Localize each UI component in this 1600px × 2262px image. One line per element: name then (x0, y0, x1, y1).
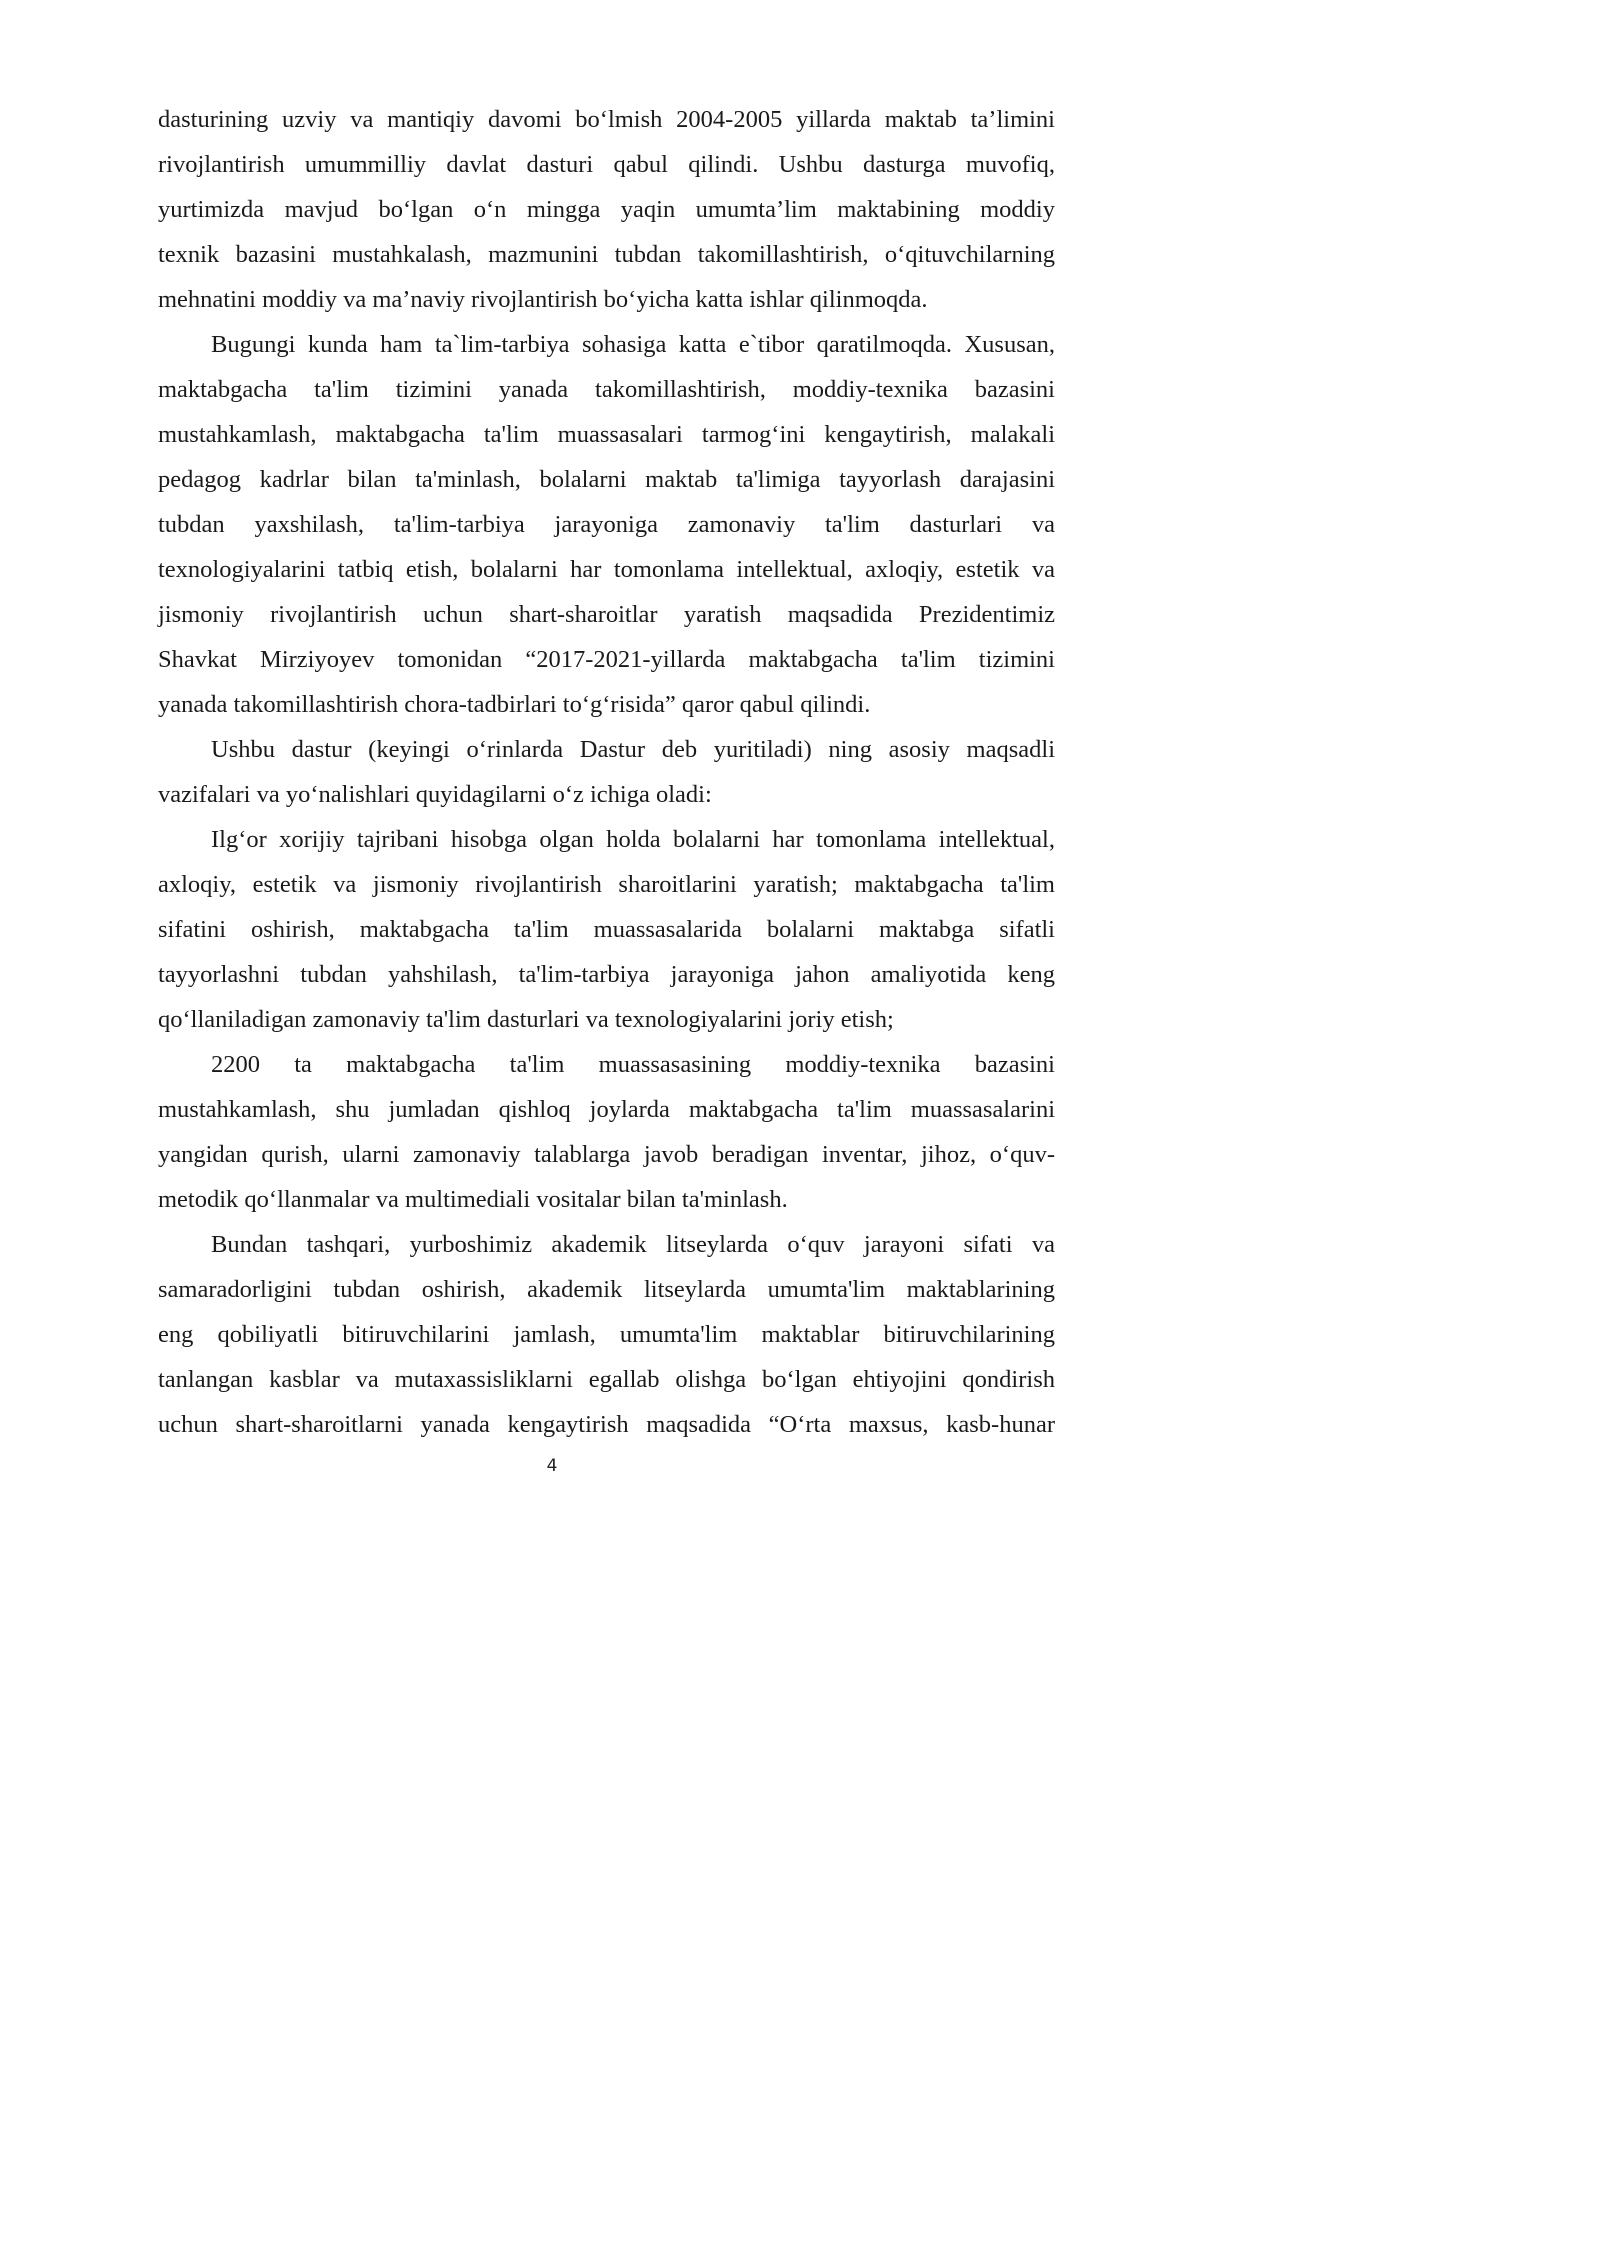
text-line: 2200 ta maktabgacha ta'lim muassasasining moddiy-texnika bazasini (211, 1051, 1055, 1078)
text-line: yurtimizda mavjud bo‘lgan o‘n mingga yaqin umumta’lim maktabining moddiy (158, 196, 1055, 223)
text-line: mehnatini moddiy va ma’naviy rivojlantirish bo‘yicha katta ishlar qilinmoqda. (158, 286, 928, 313)
text-line: pedagog kadrlar bilan ta'minlash, bolalarni maktab ta'limiga tayyorlash darajasini (158, 466, 1055, 493)
text-line: yangidan qurish, ularni zamonaviy talablarga javob beradigan inventar, jihoz, o‘quv- (158, 1141, 1055, 1168)
text-line: eng qobiliyatli bitiruvchilarini jamlash, umumta'lim maktablar bitiruvchilarining (158, 1321, 1055, 1348)
text-line: dasturining uzviy va mantiqiy davomi bo‘lmish 2004-2005 yillarda maktab ta’limini (158, 106, 1055, 133)
text-line: uchun shart-sharoitlarni yanada kengaytirish maqsadida “O‘rta maxsus, kasb-hunar (158, 1411, 1055, 1438)
text-line: texnik bazasini mustahkalash, mazmunini tubdan takomillashtirish, o‘qituvchilarning (158, 241, 1055, 268)
page-number: 4 (546, 1456, 558, 1476)
text-line: axloqiy, estetik va jismoniy rivojlantirish sharoitlarini yaratish; maktabgacha ta'lim (158, 871, 1055, 898)
text-line: mustahkamlash, maktabgacha ta'lim muassasalari tarmog‘ini kengaytirish, malakali (158, 421, 1055, 448)
text-line: tubdan yaxshilash, ta'lim-tarbiya jarayoniga zamonaviy ta'lim dasturlari va (158, 511, 1055, 538)
text-line: Shavkat Mirziyoyev tomonidan “2017-2021-yillarda maktabgacha ta'lim tizimini (158, 646, 1055, 673)
text-line: metodik qo‘llanmalar va multimediali vositalar bilan ta'minlash. (158, 1186, 788, 1213)
document-page (0, 0, 1104, 1562)
text-line: maktabgacha ta'lim tizimini yanada takomillashtirish, moddiy-texnika bazasini (158, 376, 1055, 403)
text-line: yanada takomillashtirish chora-tadbirlari to‘g‘risida” qaror qabul qilindi. (158, 691, 871, 718)
text-line: Bundan tashqari, yurboshimiz akademik litseylarda o‘quv jarayoni sifati va (211, 1231, 1055, 1258)
text-line: samaradorligini tubdan oshirish, akademik litseylarda umumta'lim maktablarining (158, 1276, 1055, 1303)
text-line: sifatini oshirish, maktabgacha ta'lim muassasalarida bolalarni maktabga sifatli (158, 916, 1055, 943)
text-line: Bugungi kunda ham ta`lim-tarbiya sohasiga katta e`tibor qaratilmoqda. Xususan, (211, 331, 1055, 358)
text-line: Ushbu dastur (keyingi o‘rinlarda Dastur deb yuritiladi) ning asosiy maqsadli (211, 736, 1055, 763)
text-line: mustahkamlash, shu jumladan qishloq joylarda maktabgacha ta'lim muassasalarini (158, 1096, 1055, 1123)
text-line: texnologiyalarini tatbiq etish, bolalarni har tomonlama intellektual, axloqiy, estetik va (158, 556, 1055, 583)
text-line: qo‘llaniladigan zamonaviy ta'lim dasturlari va texnologiyalarini joriy etish; (158, 1006, 894, 1033)
text-line: tanlangan kasblar va mutaxassisliklarni egallab olishga bo‘lgan ehtiyojini qondirish (158, 1366, 1055, 1393)
text-line: rivojlantirish umummilliy davlat dasturi qabul qilindi. Ushbu dasturga muvofiq, (158, 151, 1055, 178)
text-line: vazifalari va yo‘nalishlari quyidagilarni o‘z ichiga oladi: (158, 781, 712, 808)
body-text (158, 97, 1055, 1447)
text-line: tayyorlashni tubdan yahshilash, ta'lim-tarbiya jarayoniga jahon amaliyotida keng (158, 961, 1055, 988)
text-line: jismoniy rivojlantirish uchun shart-sharoitlar yaratish maqsadida Prezidentimiz (158, 601, 1055, 628)
text-line: Ilg‘or xorijiy tajribani hisobga olgan holda bolalarni har tomonlama intellektual, (211, 826, 1055, 853)
